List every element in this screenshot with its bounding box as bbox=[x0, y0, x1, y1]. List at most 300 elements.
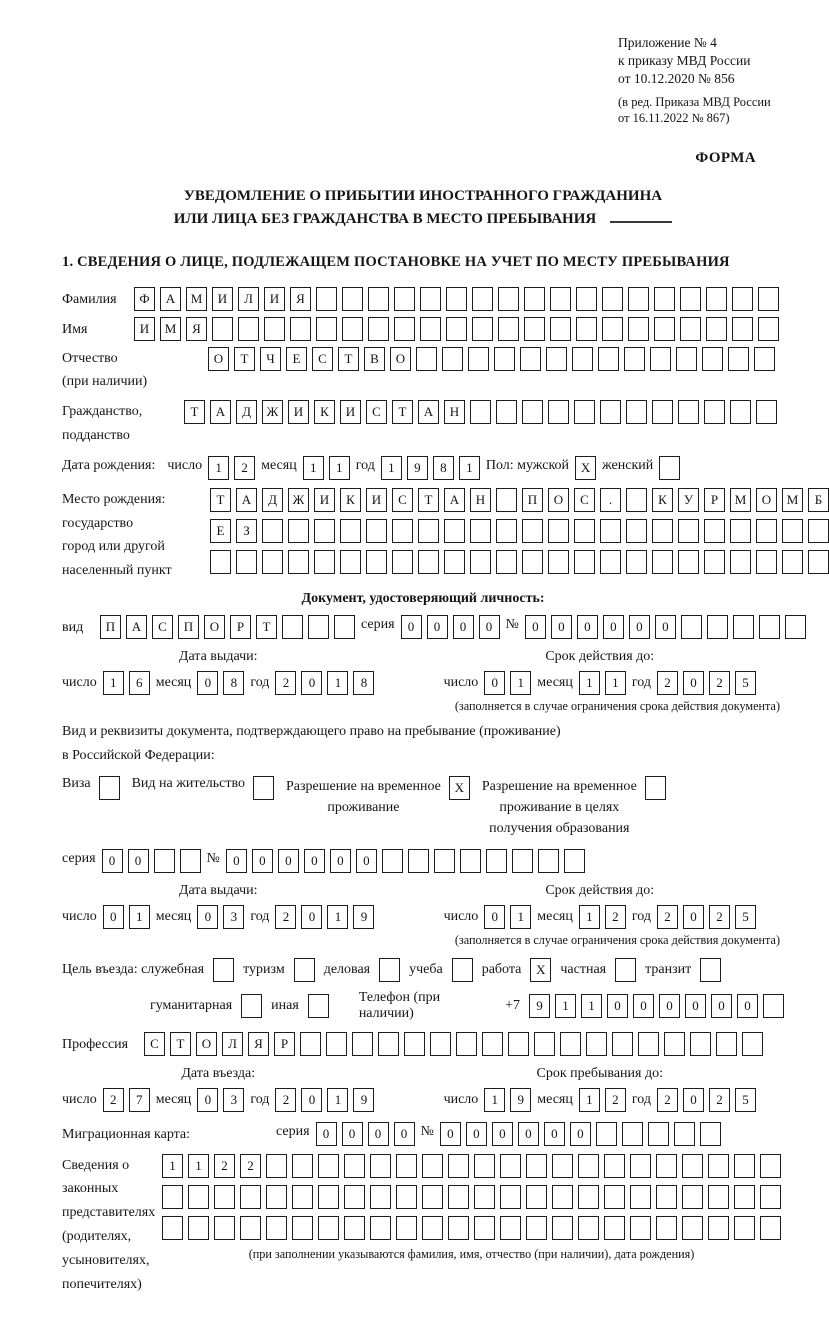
char-cell[interactable] bbox=[442, 347, 463, 371]
char-cell[interactable] bbox=[210, 550, 231, 574]
char-cell[interactable] bbox=[730, 550, 751, 574]
char-cell[interactable]: 0 bbox=[629, 615, 650, 639]
char-cell[interactable] bbox=[470, 519, 491, 543]
char-cell[interactable]: 0 bbox=[197, 671, 218, 695]
char-cell[interactable]: 5 bbox=[735, 671, 756, 695]
char-cell[interactable]: 0 bbox=[737, 994, 758, 1018]
char-cell[interactable]: З bbox=[236, 519, 257, 543]
char-cell[interactable]: 8 bbox=[353, 671, 374, 695]
char-cell[interactable] bbox=[236, 550, 257, 574]
char-cell[interactable] bbox=[482, 1032, 503, 1056]
char-cell[interactable]: 0 bbox=[479, 615, 500, 639]
char-cell[interactable]: 7 bbox=[129, 1088, 150, 1112]
char-cell[interactable] bbox=[552, 1216, 573, 1240]
char-cell[interactable] bbox=[472, 287, 493, 311]
char-cell[interactable] bbox=[734, 1216, 755, 1240]
char-cell[interactable] bbox=[512, 849, 533, 873]
char-cell[interactable] bbox=[716, 1032, 737, 1056]
char-cell[interactable] bbox=[708, 1216, 729, 1240]
char-cell[interactable] bbox=[808, 550, 829, 574]
char-cell[interactable] bbox=[470, 400, 491, 424]
char-cell[interactable] bbox=[707, 615, 728, 639]
char-cell[interactable] bbox=[314, 550, 335, 574]
char-cell[interactable]: 2 bbox=[240, 1154, 261, 1178]
char-cell[interactable] bbox=[615, 958, 636, 982]
char-cell[interactable] bbox=[733, 615, 754, 639]
char-cell[interactable] bbox=[290, 317, 311, 341]
char-cell[interactable] bbox=[162, 1216, 183, 1240]
char-cell[interactable] bbox=[522, 519, 543, 543]
char-cell[interactable] bbox=[496, 400, 517, 424]
char-cell[interactable]: 0 bbox=[683, 1088, 704, 1112]
char-cell[interactable]: П bbox=[100, 615, 121, 639]
char-cell[interactable] bbox=[396, 1216, 417, 1240]
char-cell[interactable] bbox=[422, 1154, 443, 1178]
char-cell[interactable]: 0 bbox=[659, 994, 680, 1018]
char-cell[interactable]: 0 bbox=[484, 671, 505, 695]
char-cell[interactable] bbox=[596, 1122, 617, 1146]
char-cell[interactable] bbox=[552, 1154, 573, 1178]
char-cell[interactable] bbox=[308, 615, 329, 639]
char-cell[interactable] bbox=[344, 1154, 365, 1178]
char-cell[interactable] bbox=[680, 287, 701, 311]
char-cell[interactable] bbox=[602, 287, 623, 311]
char-cell[interactable] bbox=[292, 1216, 313, 1240]
char-cell[interactable]: М bbox=[782, 488, 803, 512]
char-cell[interactable] bbox=[652, 550, 673, 574]
char-cell[interactable]: 2 bbox=[275, 905, 296, 929]
char-cell[interactable] bbox=[444, 550, 465, 574]
char-cell[interactable] bbox=[378, 1032, 399, 1056]
char-cell[interactable]: П bbox=[178, 615, 199, 639]
char-cell[interactable] bbox=[468, 347, 489, 371]
char-cell[interactable]: Н bbox=[444, 400, 465, 424]
char-cell[interactable]: М bbox=[186, 287, 207, 311]
char-cell[interactable]: Б bbox=[808, 488, 829, 512]
char-cell[interactable]: Т bbox=[170, 1032, 191, 1056]
char-cell[interactable] bbox=[340, 550, 361, 574]
char-cell[interactable] bbox=[704, 550, 725, 574]
char-cell[interactable] bbox=[656, 1216, 677, 1240]
char-cell[interactable] bbox=[452, 958, 473, 982]
char-cell[interactable] bbox=[444, 519, 465, 543]
char-cell[interactable] bbox=[742, 1032, 763, 1056]
char-cell[interactable] bbox=[500, 1154, 521, 1178]
char-cell[interactable] bbox=[498, 317, 519, 341]
char-cell[interactable]: 0 bbox=[603, 615, 624, 639]
char-cell[interactable] bbox=[240, 1216, 261, 1240]
char-cell[interactable]: 3 bbox=[223, 905, 244, 929]
char-cell[interactable]: 0 bbox=[301, 905, 322, 929]
char-cell[interactable] bbox=[212, 317, 233, 341]
char-cell[interactable] bbox=[785, 615, 806, 639]
char-cell[interactable]: 0 bbox=[197, 1088, 218, 1112]
char-cell[interactable] bbox=[524, 317, 545, 341]
char-cell[interactable] bbox=[264, 317, 285, 341]
char-cell[interactable] bbox=[241, 994, 262, 1018]
char-cell[interactable] bbox=[728, 347, 749, 371]
char-cell[interactable] bbox=[154, 849, 175, 873]
char-cell[interactable]: С bbox=[152, 615, 173, 639]
char-cell[interactable]: О bbox=[204, 615, 225, 639]
char-cell[interactable] bbox=[622, 1122, 643, 1146]
char-cell[interactable] bbox=[494, 347, 515, 371]
char-cell[interactable] bbox=[604, 1185, 625, 1209]
char-cell[interactable]: Ч bbox=[260, 347, 281, 371]
char-cell[interactable]: Т bbox=[256, 615, 277, 639]
char-cell[interactable]: 0 bbox=[128, 849, 149, 873]
char-cell[interactable]: 0 bbox=[440, 1122, 461, 1146]
char-cell[interactable] bbox=[266, 1216, 287, 1240]
char-cell[interactable]: 1 bbox=[510, 671, 531, 695]
char-cell[interactable]: 6 bbox=[129, 671, 150, 695]
char-cell[interactable] bbox=[526, 1154, 547, 1178]
char-cell[interactable]: 1 bbox=[579, 905, 600, 929]
char-cell[interactable] bbox=[656, 1185, 677, 1209]
char-cell[interactable]: 1 bbox=[327, 905, 348, 929]
char-cell[interactable] bbox=[702, 347, 723, 371]
char-cell[interactable] bbox=[758, 287, 779, 311]
char-cell[interactable] bbox=[730, 519, 751, 543]
char-cell[interactable] bbox=[550, 287, 571, 311]
char-cell[interactable] bbox=[446, 287, 467, 311]
char-cell[interactable] bbox=[522, 550, 543, 574]
char-cell[interactable]: С bbox=[392, 488, 413, 512]
char-cell[interactable]: А bbox=[418, 400, 439, 424]
char-cell[interactable] bbox=[732, 317, 753, 341]
char-cell[interactable]: 8 bbox=[433, 456, 454, 480]
char-cell[interactable]: Р bbox=[274, 1032, 295, 1056]
char-cell[interactable] bbox=[344, 1216, 365, 1240]
char-cell[interactable] bbox=[340, 519, 361, 543]
char-cell[interactable]: 2 bbox=[709, 905, 730, 929]
char-cell[interactable]: Н bbox=[470, 488, 491, 512]
char-cell[interactable] bbox=[654, 287, 675, 311]
char-cell[interactable] bbox=[808, 519, 829, 543]
char-cell[interactable] bbox=[538, 849, 559, 873]
char-cell[interactable] bbox=[288, 550, 309, 574]
char-cell[interactable] bbox=[420, 317, 441, 341]
char-cell[interactable] bbox=[288, 519, 309, 543]
char-cell[interactable]: 0 bbox=[427, 615, 448, 639]
char-cell[interactable]: 0 bbox=[633, 994, 654, 1018]
char-cell[interactable] bbox=[760, 1216, 781, 1240]
char-cell[interactable] bbox=[628, 317, 649, 341]
char-cell[interactable] bbox=[576, 317, 597, 341]
char-cell[interactable] bbox=[292, 1185, 313, 1209]
char-cell[interactable] bbox=[370, 1185, 391, 1209]
char-cell[interactable] bbox=[448, 1154, 469, 1178]
char-cell[interactable] bbox=[600, 519, 621, 543]
char-cell[interactable] bbox=[496, 550, 517, 574]
char-cell[interactable]: Ж bbox=[262, 400, 283, 424]
char-cell[interactable]: 9 bbox=[529, 994, 550, 1018]
char-cell[interactable] bbox=[730, 400, 751, 424]
char-cell[interactable]: 2 bbox=[657, 671, 678, 695]
char-cell[interactable]: Д bbox=[262, 488, 283, 512]
char-cell[interactable] bbox=[700, 958, 721, 982]
char-cell[interactable]: 0 bbox=[394, 1122, 415, 1146]
char-cell[interactable]: 2 bbox=[234, 456, 255, 480]
char-cell[interactable]: 0 bbox=[685, 994, 706, 1018]
char-cell[interactable] bbox=[370, 1216, 391, 1240]
char-cell[interactable]: А bbox=[444, 488, 465, 512]
char-cell[interactable]: 1 bbox=[103, 671, 124, 695]
char-cell[interactable] bbox=[548, 550, 569, 574]
char-cell[interactable] bbox=[392, 550, 413, 574]
char-cell[interactable] bbox=[352, 1032, 373, 1056]
char-cell[interactable]: 0 bbox=[607, 994, 628, 1018]
char-cell[interactable] bbox=[474, 1216, 495, 1240]
char-cell[interactable]: П bbox=[522, 488, 543, 512]
char-cell[interactable] bbox=[574, 550, 595, 574]
char-cell[interactable] bbox=[496, 488, 517, 512]
char-cell[interactable] bbox=[560, 1032, 581, 1056]
char-cell[interactable]: Е bbox=[210, 519, 231, 543]
char-cell[interactable] bbox=[422, 1185, 443, 1209]
char-cell[interactable]: 2 bbox=[605, 905, 626, 929]
char-cell[interactable] bbox=[238, 317, 259, 341]
char-cell[interactable]: 1 bbox=[579, 1088, 600, 1112]
char-cell[interactable] bbox=[214, 1185, 235, 1209]
char-cell[interactable] bbox=[656, 1154, 677, 1178]
char-cell[interactable] bbox=[342, 287, 363, 311]
char-cell[interactable] bbox=[266, 1154, 287, 1178]
char-cell[interactable] bbox=[548, 519, 569, 543]
char-cell[interactable]: О bbox=[756, 488, 777, 512]
char-cell[interactable]: 1 bbox=[162, 1154, 183, 1178]
char-cell[interactable] bbox=[522, 400, 543, 424]
char-cell[interactable]: Я bbox=[290, 287, 311, 311]
char-cell[interactable] bbox=[574, 519, 595, 543]
char-cell[interactable]: 0 bbox=[401, 615, 422, 639]
char-cell[interactable] bbox=[188, 1216, 209, 1240]
char-cell[interactable]: К bbox=[340, 488, 361, 512]
char-cell[interactable] bbox=[344, 1185, 365, 1209]
char-cell[interactable] bbox=[326, 1032, 347, 1056]
char-cell[interactable] bbox=[678, 400, 699, 424]
char-cell[interactable] bbox=[756, 550, 777, 574]
char-cell[interactable]: 0 bbox=[316, 1122, 337, 1146]
char-cell[interactable] bbox=[474, 1154, 495, 1178]
char-cell[interactable] bbox=[213, 958, 234, 982]
char-cell[interactable] bbox=[526, 1185, 547, 1209]
char-cell[interactable] bbox=[472, 317, 493, 341]
char-cell[interactable]: 0 bbox=[301, 1088, 322, 1112]
char-cell[interactable]: Т bbox=[418, 488, 439, 512]
char-cell[interactable]: X bbox=[530, 958, 551, 982]
char-cell[interactable] bbox=[508, 1032, 529, 1056]
char-cell[interactable]: Л bbox=[222, 1032, 243, 1056]
char-cell[interactable] bbox=[240, 1185, 261, 1209]
char-cell[interactable]: С bbox=[366, 400, 387, 424]
char-cell[interactable] bbox=[418, 550, 439, 574]
char-cell[interactable] bbox=[678, 519, 699, 543]
char-cell[interactable] bbox=[676, 347, 697, 371]
char-cell[interactable] bbox=[448, 1216, 469, 1240]
char-cell[interactable] bbox=[645, 776, 666, 800]
char-cell[interactable] bbox=[758, 317, 779, 341]
char-cell[interactable]: 0 bbox=[551, 615, 572, 639]
char-cell[interactable]: И bbox=[212, 287, 233, 311]
char-cell[interactable]: 1 bbox=[510, 905, 531, 929]
char-cell[interactable]: 1 bbox=[555, 994, 576, 1018]
char-cell[interactable] bbox=[626, 488, 647, 512]
char-cell[interactable] bbox=[394, 317, 415, 341]
char-cell[interactable] bbox=[524, 287, 545, 311]
char-cell[interactable] bbox=[534, 1032, 555, 1056]
char-cell[interactable]: 0 bbox=[525, 615, 546, 639]
char-cell[interactable] bbox=[630, 1185, 651, 1209]
char-cell[interactable] bbox=[756, 519, 777, 543]
char-cell[interactable]: О bbox=[196, 1032, 217, 1056]
char-cell[interactable]: Р bbox=[230, 615, 251, 639]
char-cell[interactable] bbox=[760, 1185, 781, 1209]
char-cell[interactable] bbox=[706, 287, 727, 311]
char-cell[interactable]: X bbox=[575, 456, 596, 480]
char-cell[interactable] bbox=[422, 1216, 443, 1240]
char-cell[interactable] bbox=[368, 287, 389, 311]
char-cell[interactable] bbox=[318, 1185, 339, 1209]
char-cell[interactable] bbox=[368, 317, 389, 341]
char-cell[interactable] bbox=[664, 1032, 685, 1056]
char-cell[interactable]: 8 bbox=[223, 671, 244, 695]
char-cell[interactable]: Я bbox=[248, 1032, 269, 1056]
char-cell[interactable] bbox=[674, 1122, 695, 1146]
char-cell[interactable]: 0 bbox=[683, 671, 704, 695]
char-cell[interactable]: 2 bbox=[605, 1088, 626, 1112]
char-cell[interactable]: 1 bbox=[579, 671, 600, 695]
char-cell[interactable]: Е bbox=[286, 347, 307, 371]
char-cell[interactable] bbox=[500, 1185, 521, 1209]
char-cell[interactable] bbox=[604, 1216, 625, 1240]
char-cell[interactable] bbox=[496, 519, 517, 543]
char-cell[interactable]: Т bbox=[210, 488, 231, 512]
char-cell[interactable]: 2 bbox=[657, 1088, 678, 1112]
char-cell[interactable] bbox=[760, 1154, 781, 1178]
char-cell[interactable]: А bbox=[210, 400, 231, 424]
char-cell[interactable] bbox=[546, 347, 567, 371]
char-cell[interactable]: 1 bbox=[484, 1088, 505, 1112]
char-cell[interactable] bbox=[300, 1032, 321, 1056]
char-cell[interactable] bbox=[630, 1154, 651, 1178]
char-cell[interactable] bbox=[282, 615, 303, 639]
char-cell[interactable] bbox=[430, 1032, 451, 1056]
char-cell[interactable] bbox=[416, 347, 437, 371]
char-cell[interactable]: 0 bbox=[226, 849, 247, 873]
char-cell[interactable]: 0 bbox=[544, 1122, 565, 1146]
char-cell[interactable]: И bbox=[134, 317, 155, 341]
char-cell[interactable] bbox=[366, 550, 387, 574]
char-cell[interactable]: Р bbox=[704, 488, 725, 512]
char-cell[interactable] bbox=[782, 519, 803, 543]
char-cell[interactable]: 1 bbox=[329, 456, 350, 480]
char-cell[interactable] bbox=[578, 1185, 599, 1209]
char-cell[interactable]: С bbox=[312, 347, 333, 371]
char-cell[interactable] bbox=[626, 550, 647, 574]
char-cell[interactable] bbox=[498, 287, 519, 311]
char-cell[interactable]: . bbox=[600, 488, 621, 512]
char-cell[interactable] bbox=[682, 1216, 703, 1240]
char-cell[interactable]: 0 bbox=[518, 1122, 539, 1146]
char-cell[interactable] bbox=[486, 849, 507, 873]
char-cell[interactable] bbox=[732, 287, 753, 311]
char-cell[interactable]: С bbox=[144, 1032, 165, 1056]
char-cell[interactable]: 0 bbox=[342, 1122, 363, 1146]
char-cell[interactable] bbox=[574, 400, 595, 424]
char-cell[interactable]: 0 bbox=[577, 615, 598, 639]
char-cell[interactable]: И bbox=[314, 488, 335, 512]
char-cell[interactable] bbox=[578, 1154, 599, 1178]
char-cell[interactable]: 1 bbox=[581, 994, 602, 1018]
char-cell[interactable] bbox=[434, 849, 455, 873]
char-cell[interactable]: У bbox=[678, 488, 699, 512]
char-cell[interactable] bbox=[759, 615, 780, 639]
char-cell[interactable] bbox=[682, 1185, 703, 1209]
char-cell[interactable]: Ф bbox=[134, 287, 155, 311]
char-cell[interactable]: Ж bbox=[288, 488, 309, 512]
char-cell[interactable] bbox=[470, 550, 491, 574]
char-cell[interactable]: 0 bbox=[304, 849, 325, 873]
char-cell[interactable] bbox=[266, 1185, 287, 1209]
char-cell[interactable]: 9 bbox=[510, 1088, 531, 1112]
char-cell[interactable]: 0 bbox=[711, 994, 732, 1018]
char-cell[interactable] bbox=[366, 519, 387, 543]
char-cell[interactable] bbox=[681, 615, 702, 639]
char-cell[interactable] bbox=[500, 1216, 521, 1240]
char-cell[interactable]: О bbox=[548, 488, 569, 512]
char-cell[interactable]: А bbox=[236, 488, 257, 512]
char-cell[interactable]: 1 bbox=[381, 456, 402, 480]
char-cell[interactable] bbox=[342, 317, 363, 341]
char-cell[interactable] bbox=[162, 1185, 183, 1209]
char-cell[interactable] bbox=[650, 347, 671, 371]
char-cell[interactable] bbox=[628, 287, 649, 311]
char-cell[interactable]: 0 bbox=[278, 849, 299, 873]
char-cell[interactable] bbox=[418, 519, 439, 543]
char-cell[interactable] bbox=[578, 1216, 599, 1240]
char-cell[interactable] bbox=[630, 1216, 651, 1240]
char-cell[interactable] bbox=[262, 550, 283, 574]
char-cell[interactable] bbox=[292, 1154, 313, 1178]
char-cell[interactable] bbox=[392, 519, 413, 543]
char-cell[interactable]: 0 bbox=[330, 849, 351, 873]
char-cell[interactable] bbox=[382, 849, 403, 873]
char-cell[interactable]: А bbox=[126, 615, 147, 639]
char-cell[interactable] bbox=[446, 317, 467, 341]
char-cell[interactable]: О bbox=[208, 347, 229, 371]
char-cell[interactable]: Я bbox=[186, 317, 207, 341]
char-cell[interactable]: Т bbox=[184, 400, 205, 424]
char-cell[interactable]: 0 bbox=[103, 905, 124, 929]
char-cell[interactable]: 9 bbox=[353, 905, 374, 929]
char-cell[interactable] bbox=[756, 400, 777, 424]
char-cell[interactable] bbox=[474, 1185, 495, 1209]
char-cell[interactable]: М bbox=[730, 488, 751, 512]
char-cell[interactable] bbox=[379, 958, 400, 982]
char-cell[interactable] bbox=[600, 550, 621, 574]
char-cell[interactable]: 1 bbox=[129, 905, 150, 929]
char-cell[interactable]: Д bbox=[236, 400, 257, 424]
char-cell[interactable]: 0 bbox=[655, 615, 676, 639]
char-cell[interactable] bbox=[690, 1032, 711, 1056]
char-cell[interactable] bbox=[448, 1185, 469, 1209]
char-cell[interactable]: 1 bbox=[327, 1088, 348, 1112]
char-cell[interactable] bbox=[550, 317, 571, 341]
char-cell[interactable] bbox=[99, 776, 120, 800]
char-cell[interactable] bbox=[624, 347, 645, 371]
char-cell[interactable]: 0 bbox=[368, 1122, 389, 1146]
